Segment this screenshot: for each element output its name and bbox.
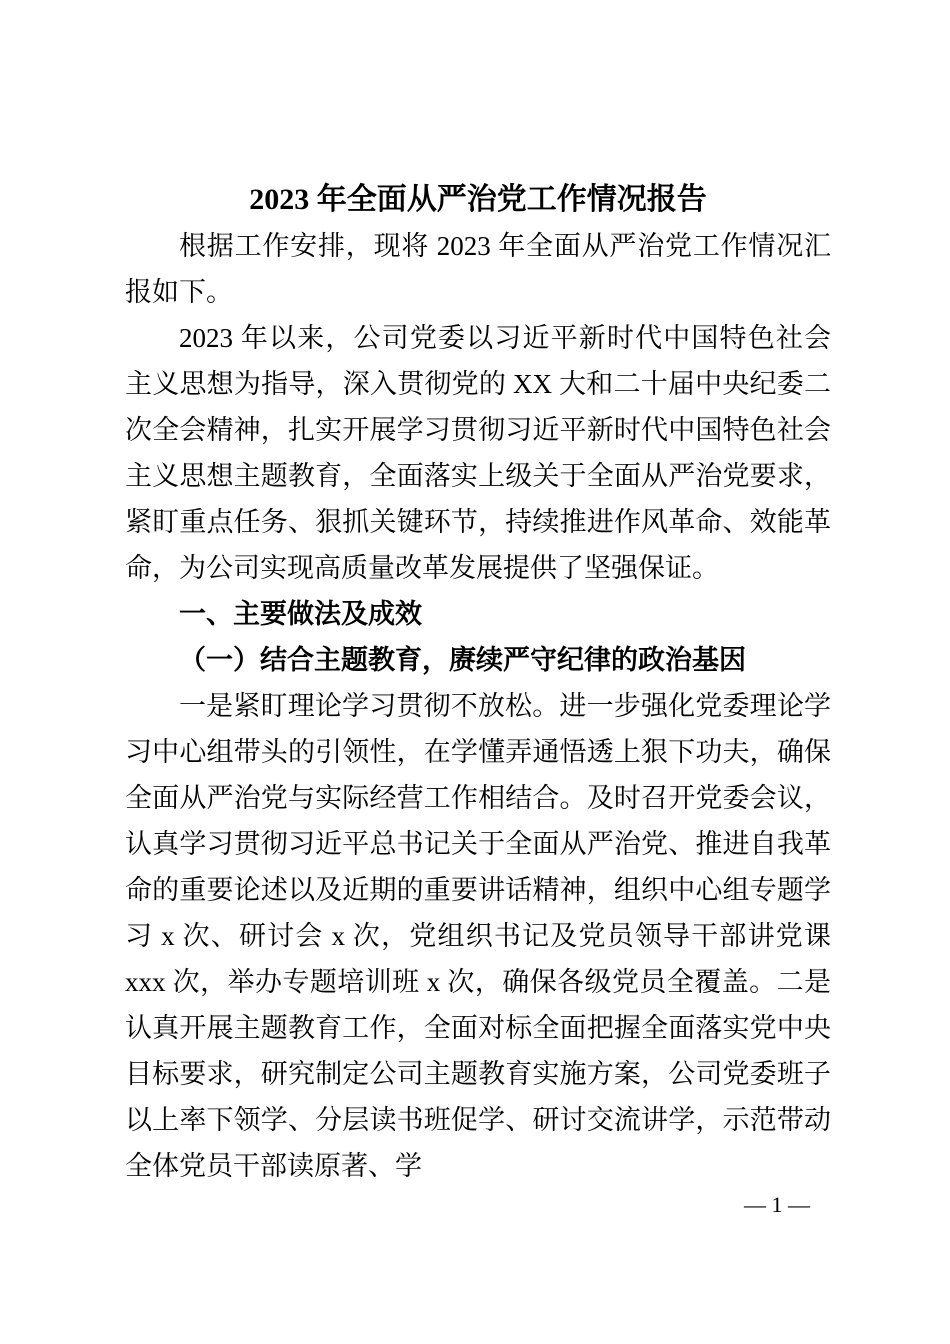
document-content (125, 177, 831, 1189)
section-heading: 一、主要做法及成效 (179, 599, 422, 629)
document-title: 2023 年全面从严治党工作情况报告 (249, 183, 707, 216)
subsection-heading: （一）结合主题教育，赓续严守纪律的政治基因 (179, 645, 746, 675)
page-number: — 1 — (744, 1192, 810, 1217)
paragraph-intro: 根据工作安排，现将 2023 年全面从严治党工作情况汇报如下。 (125, 231, 831, 307)
paragraph-overview: 2023 年以来，公司党委以习近平新时代中国特色社会主义思想为指导，深入贯彻党的 XX 大和二十届中央纪委二次全会精神，扎实开展学习贯彻习近平新时代中国特色社会主义思想主题教育，全面落实上级关于全面从严治党要求，紧盯重点任务、狠抓关键环节，持续推进作风革命、效能革命，为公司实现高质量改革发展提供了坚强保证。 (125, 323, 831, 583)
paragraph-body: 一是紧盯理论学习贯彻不放松。进一步强化党委理论学习中心组带头的引领性，在学懂弄通悟透上狠下功夫，确保全面从严治党与实际经营工作相结合。及时召开党委会议，认真学习贯彻习近平总书记关于全面从严治党、推进自我革命的重要论述以及近期的重要讲话精神，组织中心组专题学习 x 次、研讨会 x 次，党组织书记及党员领导干部讲党课 xxx 次，举办专题培训班 x 次，确保各级党员全覆盖。二是认真开展主题教育工作，全面对标全面把握全面落实党中央目标要求，研究制定公司主题教育实施方案，公司党委班子以上率下领学、分层读书班促学、研讨交流讲学，示范带动全体党员干部读原著、学 (125, 691, 831, 1181)
